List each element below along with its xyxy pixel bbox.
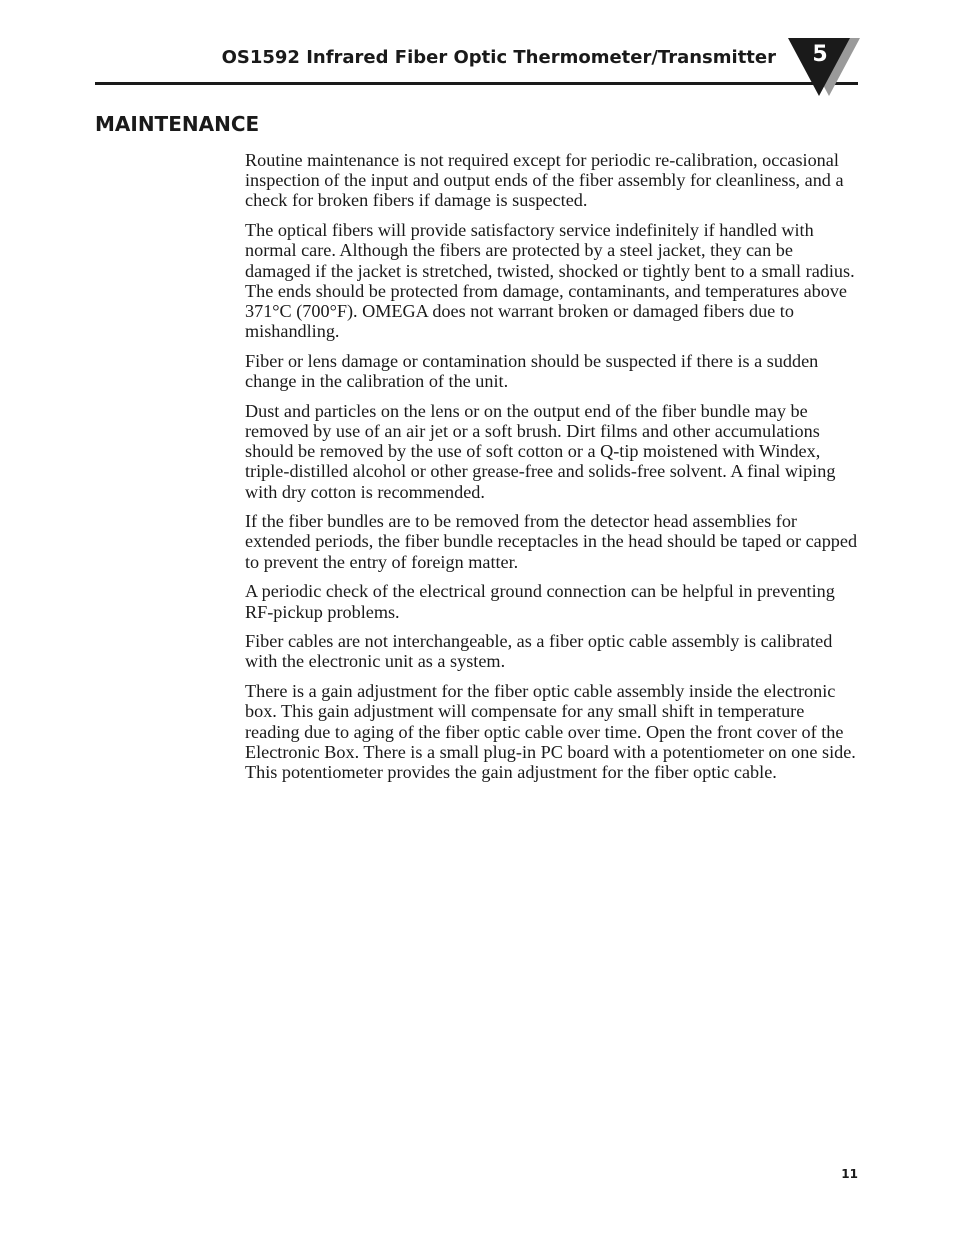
chapter-number: 5 xyxy=(812,42,828,67)
header-rule xyxy=(95,82,858,85)
paragraph-interchangeability: Fiber cables are not interchangeable, as a fiber optic cable assembly is calibrated with the electronic unit as a system. xyxy=(245,631,833,672)
paragraph-routine-maintenance: Routine maintenance is not required except for periodic re-calibration, occasional inspection of the input and output ends of the fiber assembly for cleanliness, and a check for broken fibers if damage is suspected. xyxy=(245,150,844,211)
paragraph-damage-suspicion: Fiber or lens damage or contamination should be suspected if there is a sudden change in the calibration of the unit. xyxy=(245,350,819,392)
paragraph-gain-adjustment: There is a gain adjustment for the fiber optic cable assembly inside the electronic box. This gain adjustment will compensate for any small shift in temperature reading due to aging of the fiber optic cable over time. Open the front cover of the Electronic Box. There is a small plug-in PC board with a potentiometer on one side. This potentiometer provides the gain adjustment for the fiber optic cable. xyxy=(245,681,856,782)
paragraph-ground-check: A periodic check of the electrical ground connection can be helpful in preventing RF-pickup problems. xyxy=(245,581,835,622)
page-number: 11 xyxy=(841,1167,858,1181)
header-title: OS1592 Infrared Fiber Optic Thermometer/Transmitter xyxy=(221,47,776,68)
section-body xyxy=(245,150,861,792)
section-heading: MAINTENANCE xyxy=(95,112,260,136)
paragraph-fiber-care: The optical fibers will provide satisfactory service indefinitely if handled with normal care. Although the fibers are protected by a steel jacket, they can be damaged if the jacket is stretched, twisted, shocked or tightly bent to a small radius. The ends should be protected from damage, contaminants, and temperatures above 371°C (700°F). OMEGA does not warrant broken or damaged fibers due to mishandling. xyxy=(245,220,855,342)
paragraph-removal: If the fiber bundles are to be removed from the detector head assemblies for extended periods, the fiber bundle receptacles in the head should be taped or capped to prevent the entry of foreign matter. xyxy=(245,511,858,572)
paragraph-cleaning: Dust and particles on the lens or on the output end of the fiber bundle may be removed by use of an air jet or a soft brush. Dirt films and other accumulations should be removed by the use of soft cotton or a Q-tip moistened with Windex, triple-distilled alcohol or other grease-free and solids-free solvent. A final wiping with dry cotton is recommended. xyxy=(245,400,836,502)
